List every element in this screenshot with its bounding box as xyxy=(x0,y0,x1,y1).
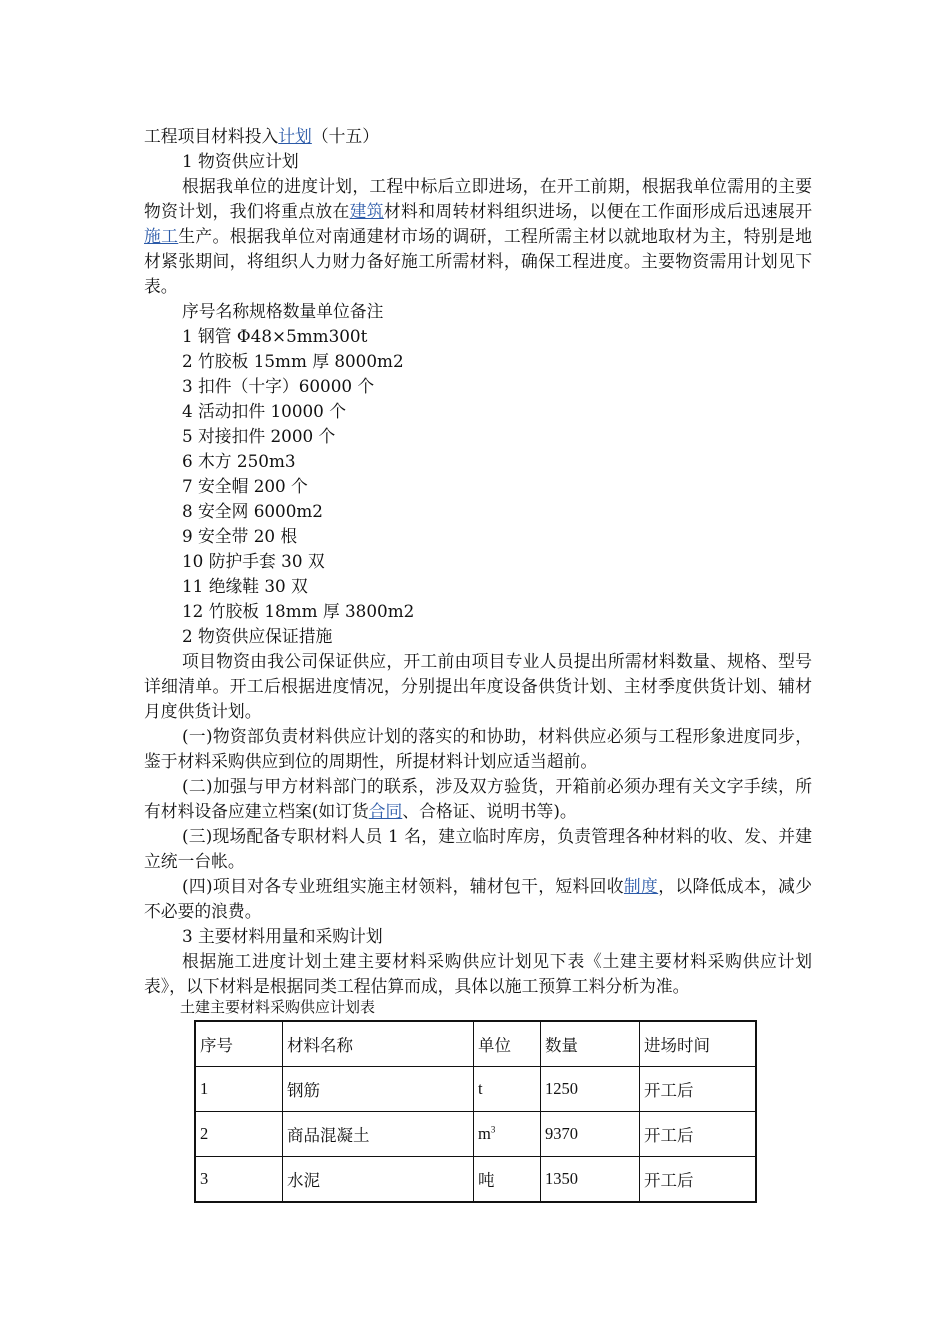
header-cell: 材料名称 xyxy=(283,1021,474,1067)
section-heading-1: 1 物资供应计划 xyxy=(182,151,299,171)
table-cell: 1 xyxy=(195,1067,283,1112)
section-heading-2: 2 物资供应保证措施 xyxy=(182,626,333,646)
p1-text-c: 生产。根据我单位对南通建材市场的调研，工程所需主材以就地取材为主，特别是地材紧张期间，将组织人力财力备好施工所需材料，确保工程进度。主要物资需用计划见下表。 xyxy=(144,226,812,296)
paragraph-7: 根据施工进度计划土建主要材料采购供应计划见下表《土建主要材料采购供应计划表》，以下材料是根据同类工程估算而成，具体以施工预算工料分析为准。 xyxy=(144,951,812,996)
link-plan[interactable]: 计划 xyxy=(278,126,312,146)
header-cell: 序号 xyxy=(195,1021,283,1067)
header-cell: 单位 xyxy=(474,1021,541,1067)
table-cell: 商品混凝土 xyxy=(283,1112,474,1157)
paragraph-6 xyxy=(144,874,812,924)
table-cell xyxy=(474,1112,541,1157)
table-row xyxy=(195,1112,756,1157)
p4-text-b: 、合格证、说明书等)。 xyxy=(402,801,577,821)
table-header-row xyxy=(195,1021,756,1067)
list-item: 12 竹胶板 18mm 厚 3800m2 xyxy=(182,601,415,621)
header-cell: 进场时间 xyxy=(640,1021,757,1067)
p4-text-a: (二)加强与甲方材料部门的联系，涉及双方验货，开箱前必须办理有关文字手续，所有材料设备应建立档案(如订货 xyxy=(144,776,812,821)
table-cell: 钢筋 xyxy=(283,1067,474,1112)
link-construction[interactable]: 施工 xyxy=(144,226,179,246)
doc-title xyxy=(144,124,812,149)
table-cell: 开工后 xyxy=(640,1067,757,1112)
title-text: 工程项目材料投入 xyxy=(144,126,279,146)
table-row xyxy=(195,1067,756,1112)
link-system[interactable]: 制度 xyxy=(623,876,659,896)
list-item: 11 绝缘鞋 30 双 xyxy=(182,576,308,596)
p1-text-a: 根据我单位的进度计划，工程中标后立即进场，在开工前期，根据我单位需用的主要物资计划，我们将重点放在 xyxy=(144,176,812,221)
header-cell: 数量 xyxy=(541,1021,640,1067)
table-cell: 水泥 xyxy=(283,1157,474,1203)
unit-text: m xyxy=(478,1124,491,1143)
section-heading-3: 3 主要材料用量和采购计划 xyxy=(182,926,383,946)
list-item: 7 安全帽 200 个 xyxy=(182,476,308,496)
list-item: 1 钢管 Φ48×5mm300t xyxy=(182,326,368,346)
table-cell: 2 xyxy=(195,1112,283,1157)
paragraph-1 xyxy=(144,174,812,299)
list-item: 6 木方 250m3 xyxy=(182,451,296,471)
link-building[interactable]: 建筑 xyxy=(349,201,384,221)
paragraph-4 xyxy=(144,774,812,824)
table-cell: 开工后 xyxy=(640,1112,757,1157)
link-contract[interactable]: 合同 xyxy=(368,801,403,821)
p1-text-b: 材料和周转材料组织进场，以便在工作面形成后迅速展开 xyxy=(383,201,812,221)
p6-text-b: ，以降低成本，减少不必要的浪费。 xyxy=(144,876,812,921)
list-item: 5 对接扣件 2000 个 xyxy=(182,426,336,446)
paragraph-5: (三)现场配备专职材料人员 1 名，建立临时库房，负责管理各种材料的收、发、并建立统一台帐。 xyxy=(144,826,812,871)
document-body xyxy=(144,124,812,999)
paragraph-2: 项目物资由我公司保证供应，开工前由项目专业人员提出所需材料数量、规格、型号详细清单。开工后根据进度情况，分别提出年度设备供货计划、主材季度供货计划、辅材月度供货计划。 xyxy=(144,651,812,721)
table-cell: 开工后 xyxy=(640,1157,757,1203)
list-item: 2 竹胶板 15mm 厚 8000m2 xyxy=(182,351,404,371)
title-suffix: （十五） xyxy=(311,126,379,146)
paragraph-3: (一)物资部负责材料供应计划的落实的和协助，材料供应必须与工程形象进度同步，鉴于材料采购供应到位的周期性，所提材料计划应适当超前。 xyxy=(144,726,812,771)
table-cell: t xyxy=(474,1067,541,1112)
table-cell: 9370 xyxy=(541,1112,640,1157)
table-row xyxy=(195,1157,756,1203)
table-cell: 3 xyxy=(195,1157,283,1203)
list-item: 4 活动扣件 10000 个 xyxy=(182,401,346,421)
table-cell: 吨 xyxy=(474,1157,541,1203)
list-item: 10 防护手套 30 双 xyxy=(182,551,325,571)
table-cell: 1350 xyxy=(541,1157,640,1203)
unit-superscript: 3 xyxy=(490,1124,496,1135)
list-item: 9 安全带 20 根 xyxy=(182,526,298,546)
table-caption: 土建主要材料采购供应计划表 xyxy=(180,998,376,1016)
list-header: 序号名称规格数量单位备注 xyxy=(182,301,384,321)
materials-table xyxy=(194,1020,757,1203)
list-item: 3 扣件（十字）60000 个 xyxy=(182,376,375,396)
p6-text-a: (四)项目对各专业班组实施主材领料，辅材包干，短料回收 xyxy=(182,876,624,896)
list-item: 8 安全网 6000m2 xyxy=(182,501,323,521)
table-cell: 1250 xyxy=(541,1067,640,1112)
